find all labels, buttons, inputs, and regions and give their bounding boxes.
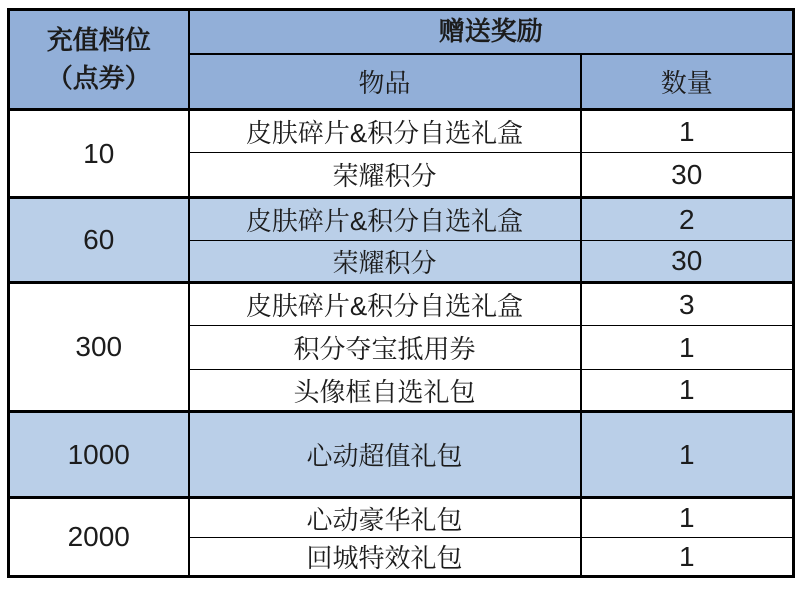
item-cell: 皮肤碎片&积分自选礼盒 — [189, 110, 581, 153]
qty-cell: 1 — [581, 412, 794, 498]
col-header-qty: 数量 — [581, 54, 794, 110]
tier-cell: 60 — [9, 198, 189, 283]
item-cell: 积分夺宝抵用券 — [189, 326, 581, 370]
item-cell: 皮肤碎片&积分自选礼盒 — [189, 198, 581, 241]
col-header-tier — [9, 10, 189, 110]
item-cell: 心动超值礼包 — [189, 412, 581, 498]
item-cell: 荣耀积分 — [189, 153, 581, 198]
qty-cell: 1 — [581, 538, 794, 577]
qty-cell: 2 — [581, 198, 794, 241]
qty-cell: 1 — [581, 110, 794, 153]
item-cell: 心动豪华礼包 — [189, 498, 581, 538]
table-row — [9, 198, 794, 241]
tier-cell: 300 — [9, 283, 189, 412]
item-cell: 荣耀积分 — [189, 241, 581, 283]
table-row — [9, 110, 794, 153]
item-cell: 头像框自选礼包 — [189, 370, 581, 412]
table-row — [9, 412, 794, 498]
col-header-rewards: 赠送奖励 — [189, 10, 794, 54]
qty-cell: 1 — [581, 498, 794, 538]
tier-cell: 10 — [9, 110, 189, 198]
header-row-top — [9, 10, 794, 54]
qty-cell: 1 — [581, 370, 794, 412]
qty-cell: 30 — [581, 241, 794, 283]
qty-cell: 3 — [581, 283, 794, 326]
tier-header-line1: 充值档位 — [46, 24, 151, 55]
table-row — [9, 498, 794, 538]
tier-cell: 1000 — [9, 412, 189, 498]
table-body — [9, 110, 794, 577]
item-cell: 回城特效礼包 — [189, 538, 581, 577]
recharge-reward-table — [7, 8, 795, 578]
tier-header-line2: （点券） — [46, 62, 151, 93]
table-header — [9, 10, 794, 110]
qty-cell: 1 — [581, 326, 794, 370]
col-header-item: 物品 — [189, 54, 581, 110]
qty-cell: 30 — [581, 153, 794, 198]
tier-cell: 2000 — [9, 498, 189, 577]
table-row — [9, 283, 794, 326]
item-cell: 皮肤碎片&积分自选礼盒 — [189, 283, 581, 326]
